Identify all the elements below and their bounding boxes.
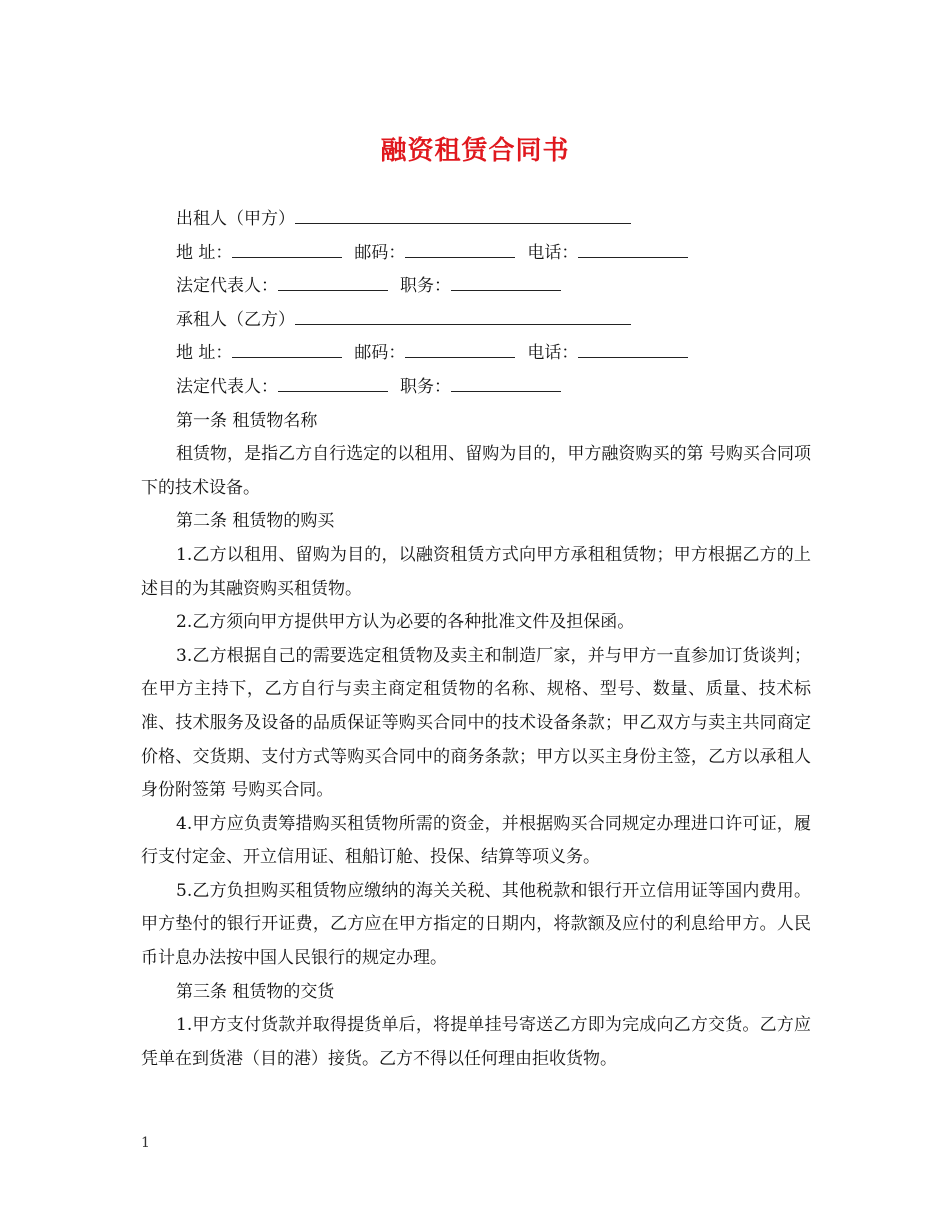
party-b-address-blank	[232, 343, 342, 358]
party-b-contact-line	[141, 337, 811, 371]
article-2-paragraph-1: 1.乙方以租用、留购为目的，以融资租赁方式向甲方承租租赁物；甲方根据乙方的上述目的为其融资购买租赁物。	[141, 544, 811, 599]
party-a-address-blank	[232, 243, 342, 258]
article-1-heading: 第一条 租赁物名称	[176, 410, 318, 431]
party-b-position-blank	[451, 377, 561, 392]
article-2-paragraph-4: 4.甲方应负责筹措购买租赁物所需的资金，并根据购买合同规定办理进口许可证，履行支付定金、开立信用证、租船订舱、投保、结算等项义务。	[141, 813, 811, 868]
party-b-phone-blank	[578, 343, 688, 358]
party-b-name-blank	[295, 310, 631, 325]
party-b-rep-line	[141, 371, 811, 405]
party-b-postcode-blank	[405, 343, 515, 358]
party-a-phone-blank	[578, 243, 688, 258]
party-a-position-label: 职务：	[400, 276, 451, 297]
article-3-heading: 第三条 租赁物的交货	[176, 981, 335, 1002]
document-title: 融资租赁合同书	[380, 136, 570, 166]
party-a-contact-line	[141, 237, 811, 271]
article-1-paragraph-1: 租赁物，是指乙方自行选定的以租用、留购为目的，甲方融资购买的第 号购买合同项下的技术设备。	[141, 444, 811, 498]
article-2-heading: 第二条 租赁物的购买	[176, 511, 335, 532]
party-b-rep-label: 法定代表人：	[176, 376, 278, 397]
party-a-label: 出租人（甲方）	[176, 209, 295, 229]
article-2-paragraph-3: 3.乙方根据自己的需要选定租赁物及卖主和制造厂家，并与甲方一直参加订货谈判；在甲方主持下，乙方自行与卖主商定租赁物的名称、规格、型号、数量、质量、技术标准、技术服务及设备的品质保证等购买合同中的技术设备条款；甲乙双方与卖主共同商定价格、交货期、支付方式等购买合同中的商务条款；甲方以买主身份主签，乙方以承租人身份附签第 号购买合同。	[141, 645, 811, 801]
party-a-phone-label: 电话：	[527, 242, 579, 263]
party-b-position-label: 职务：	[400, 376, 451, 397]
party-a-postcode-blank	[405, 243, 515, 258]
party-a-position-blank	[451, 276, 561, 291]
article-3-paragraph-1: 1.甲方支付货款并取得提货单后，将提单挂号寄送乙方即为完成向乙方交货。乙方应凭单在到货港（目的港）接货。乙方不得以任何理由拒收货物。	[141, 1015, 811, 1069]
party-a-rep-line	[141, 270, 811, 304]
page-number: 1	[141, 1135, 150, 1151]
document-body	[141, 203, 811, 1076]
article-2-paragraph-2: 2.乙方须向甲方提供甲方认为必要的各种批准文件及担保函。	[176, 612, 635, 633]
party-a-line	[141, 203, 811, 237]
party-b-phone-label: 电话：	[527, 343, 579, 364]
party-a-rep-blank	[278, 276, 388, 291]
party-a-rep-label: 法定代表人：	[176, 276, 278, 297]
party-b-postcode-label: 邮码：	[354, 343, 406, 364]
party-a-address-label: 地 址：	[176, 242, 233, 263]
party-b-line	[141, 304, 811, 338]
article-2-paragraph-5: 5.乙方负担购买租赁物应缴纳的海关关税、其他税款和银行开立信用证等国内费用。甲方垫付的银行开证费，乙方应在甲方指定的日期内，将款额及应付的利息给甲方。人民币计息办法按中国人民银行的规定办理。	[141, 880, 811, 969]
party-a-name-blank	[295, 209, 631, 224]
party-a-postcode-label: 邮码：	[354, 242, 406, 263]
party-b-address-label: 地 址：	[176, 343, 233, 364]
party-b-label: 承租人（乙方）	[176, 309, 295, 330]
party-b-rep-blank	[278, 377, 388, 392]
